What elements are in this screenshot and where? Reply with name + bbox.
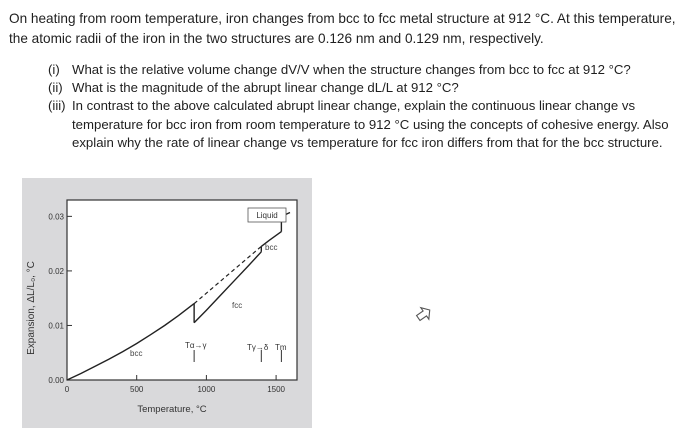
thermal-expansion-chart	[22, 178, 312, 428]
label-fcc: fcc	[232, 301, 243, 310]
x-axis-label: Temperature, °C	[137, 404, 207, 415]
x-tick-label: 500	[130, 385, 144, 394]
question-number: (iii)	[48, 98, 66, 113]
question-number: (ii)	[48, 80, 63, 95]
question-text: What is the relative volume change dV/V when the structure changes from bcc to fcc at 912 °C?	[72, 62, 631, 77]
y-tick-label: 0.00	[48, 376, 64, 385]
x-tick-label: 1500	[267, 385, 285, 394]
question-number: (i)	[48, 62, 60, 77]
problem-intro: On heating from room temperature, iron changes from bcc to fcc metal structure at 912 °C. At this temperature, the atomic radii of the iron in the two structures are 0.126 nm and 0.129 nm, respectively.	[9, 11, 676, 46]
x-tick-label: 0	[64, 385, 70, 394]
mouse-pointer-icon	[415, 305, 433, 325]
marker-gamma-delta: Tγ→δ	[247, 343, 269, 352]
liquid-box	[248, 208, 286, 222]
label-liquid: Liquid	[256, 211, 278, 220]
question-1	[50, 61, 670, 80]
y-axis-label: Expansion, ΔL/L₀, °C	[26, 261, 37, 355]
plot-area	[67, 200, 297, 380]
marker-melt: Tm	[275, 343, 287, 352]
x-tick-label: 1000	[197, 385, 216, 394]
thermal-expansion-chart-image	[22, 178, 312, 428]
marker-alpha-gamma: Tα→γ	[185, 341, 207, 350]
y-tick-label: 0.01	[48, 321, 64, 331]
question-text: In contrast to the above calculated abrupt linear change, explain the continuous linear change vs temperature for bcc iron from room temperature to 912 °C using the concepts of cohesive energy. Also explain why the rate of linear change vs temperature for fcc iron differs from that for the bcc structure.	[72, 98, 669, 150]
label-bcc-high: bcc	[265, 243, 278, 252]
question-text: What is the magnitude of the abrupt linear change dL/L at 912 °C?	[72, 80, 459, 95]
label-bcc-low: bcc	[130, 349, 143, 358]
y-tick-label: 0.03	[48, 212, 64, 222]
y-tick-label: 0.02	[48, 266, 64, 276]
question-2	[50, 79, 670, 98]
question-3	[50, 97, 670, 153]
